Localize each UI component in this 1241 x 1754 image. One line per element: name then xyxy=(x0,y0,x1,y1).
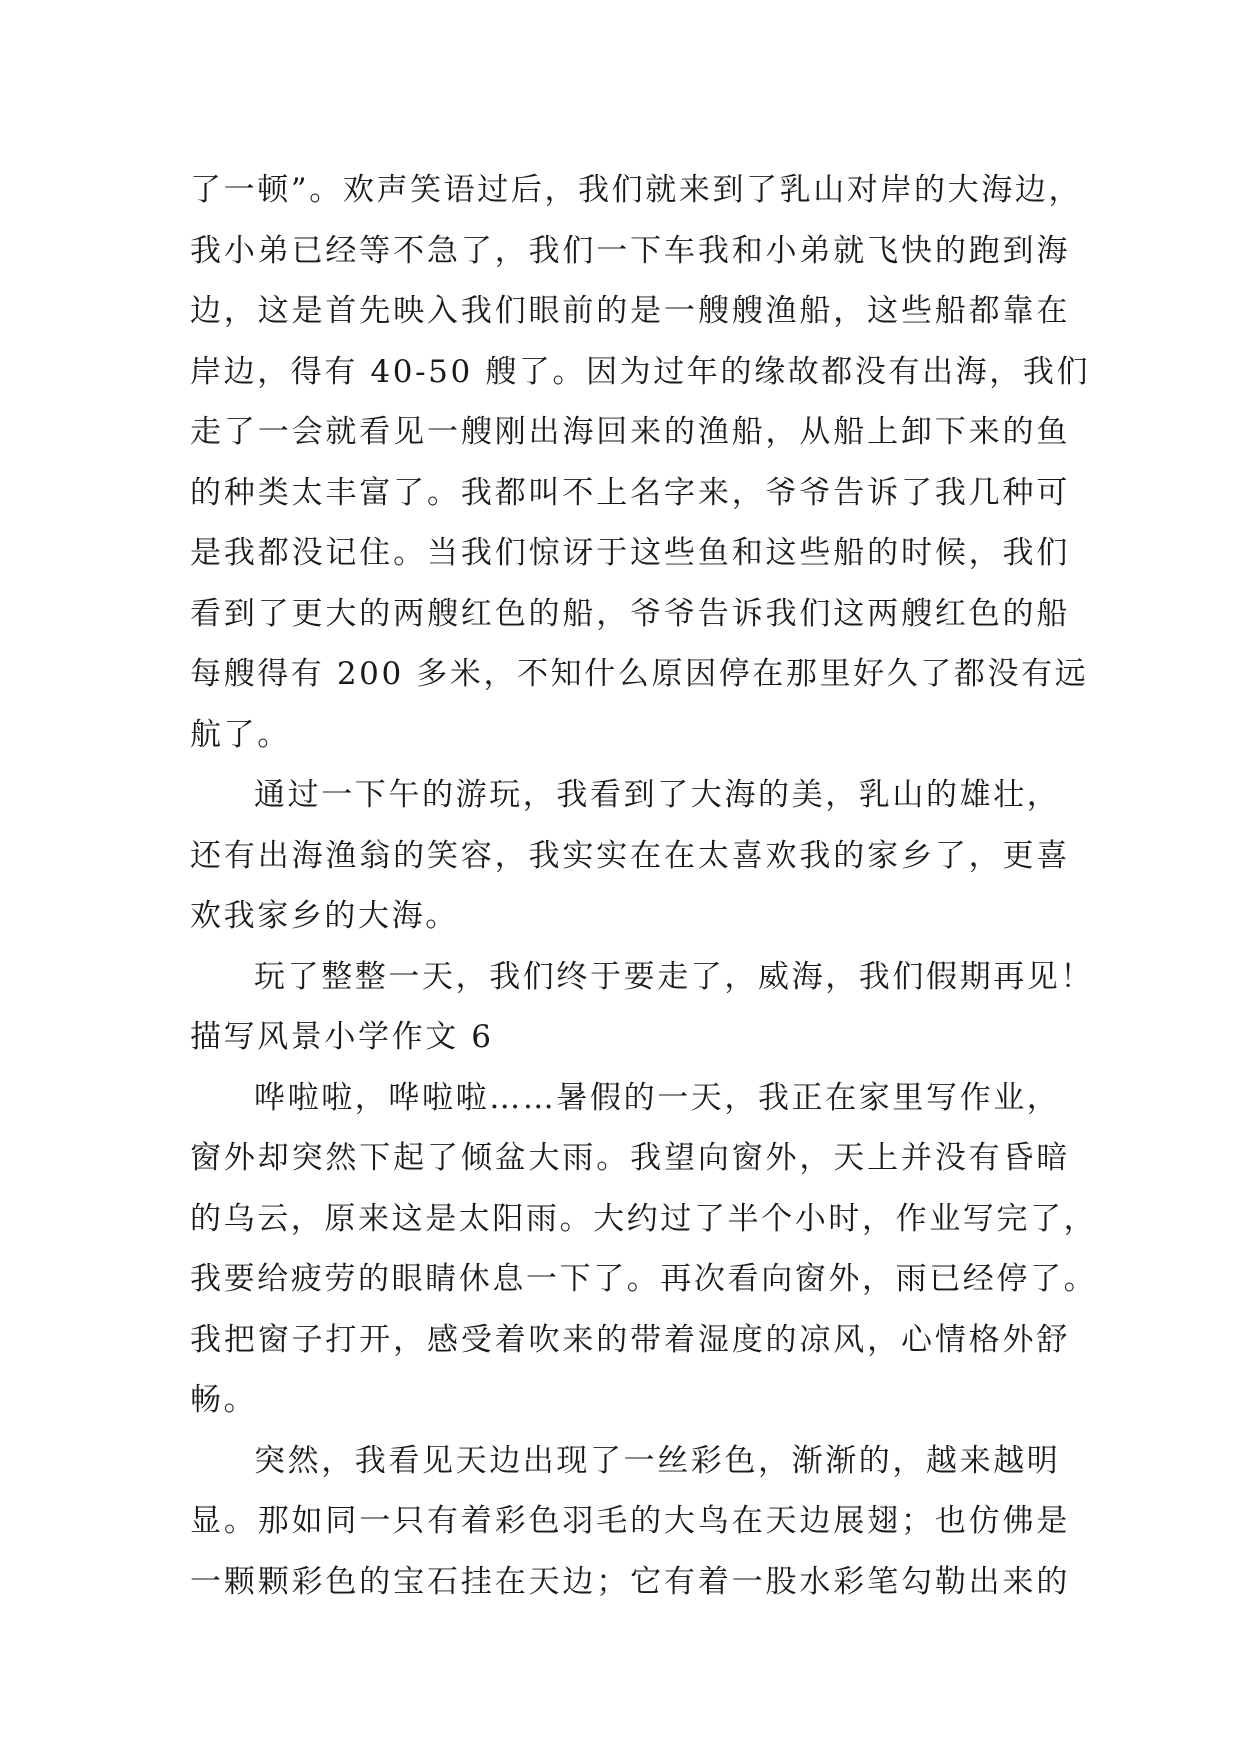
text-line: 的乌云，原来这是太阳雨。大约过了半个小时，作业写完了， xyxy=(190,1200,1098,1237)
text-line: 我要给疲劳的眼睛休息一下了。再次看向窗外，雨已经停了。 xyxy=(190,1261,1098,1297)
text-line: 边，这是首先映入我们眼前的是一艘艘渔船，这些船都靠在 xyxy=(190,293,1070,329)
text-line: 畅。 xyxy=(190,1382,258,1418)
text-line: 每艘得有 200 多米，不知什么原因停在那里好久了都没有远 xyxy=(190,656,1089,692)
text-line: 还有出海渔翁的笑容，我实实在在太喜欢我的家乡了，更喜 xyxy=(190,837,1070,874)
section-heading: 描写风景小学作文 6 xyxy=(190,1019,494,1055)
text-line: 显。那如同一只有着彩色羽毛的大鸟在天边展翅；也仿佛是 xyxy=(190,1503,1070,1539)
paragraph-first-line: 哗啦啦，哗啦啦……暑假的一天，我正在家里写作业， xyxy=(254,1079,1061,1116)
text-line: 的种类太丰富了。我都叫不上名字来，爷爷告诉了我几种可 xyxy=(190,474,1070,511)
text-line: 岸边，得有 40-50 艘了。因为过年的缘故都没有出海，我们 xyxy=(190,353,1091,390)
text-line: 我小弟已经等不急了，我们一下车我和小弟就飞快的跑到海 xyxy=(190,232,1070,269)
paragraph-first-line: 玩了整整一天，我们终于要走了，威海，我们假期再见！ xyxy=(254,958,1094,995)
document-body xyxy=(190,160,1098,1612)
paragraph-first-line: 通过一下午的游玩，我看到了大海的美，乳山的雄壮， xyxy=(254,777,1061,813)
text-line: 走了一会就看见一艘刚出海回来的渔船，从船上卸下来的鱼 xyxy=(190,414,1070,450)
text-line: 窗外却突然下起了倾盆大雨。我望向窗外，天上并没有昏暗 xyxy=(190,1140,1070,1176)
text-line: 航了。 xyxy=(190,716,291,753)
paragraph-first-line: 突然，我看见天边出现了一丝彩色，渐渐的，越来越明 xyxy=(254,1442,1061,1479)
text-line: 看到了更大的两艘红色的船，爷爷告诉我们这两艘红色的船 xyxy=(190,595,1070,632)
text-line: 一颗颗彩色的宝石挂在天边；它有着一股水彩笔勾勒出来的 xyxy=(190,1563,1070,1600)
text-line: 我把窗子打开，感受着吹来的带着湿度的凉风，心情格外舒 xyxy=(190,1321,1070,1358)
text-line: 欢我家乡的大海。 xyxy=(190,898,459,934)
text-line: 了一顿”。欢声笑语过后，我们就来到了乳山对岸的大海边， xyxy=(190,172,1083,208)
text-line: 是我都没记住。当我们惊讶于这些鱼和这些船的时候，我们 xyxy=(190,535,1070,571)
